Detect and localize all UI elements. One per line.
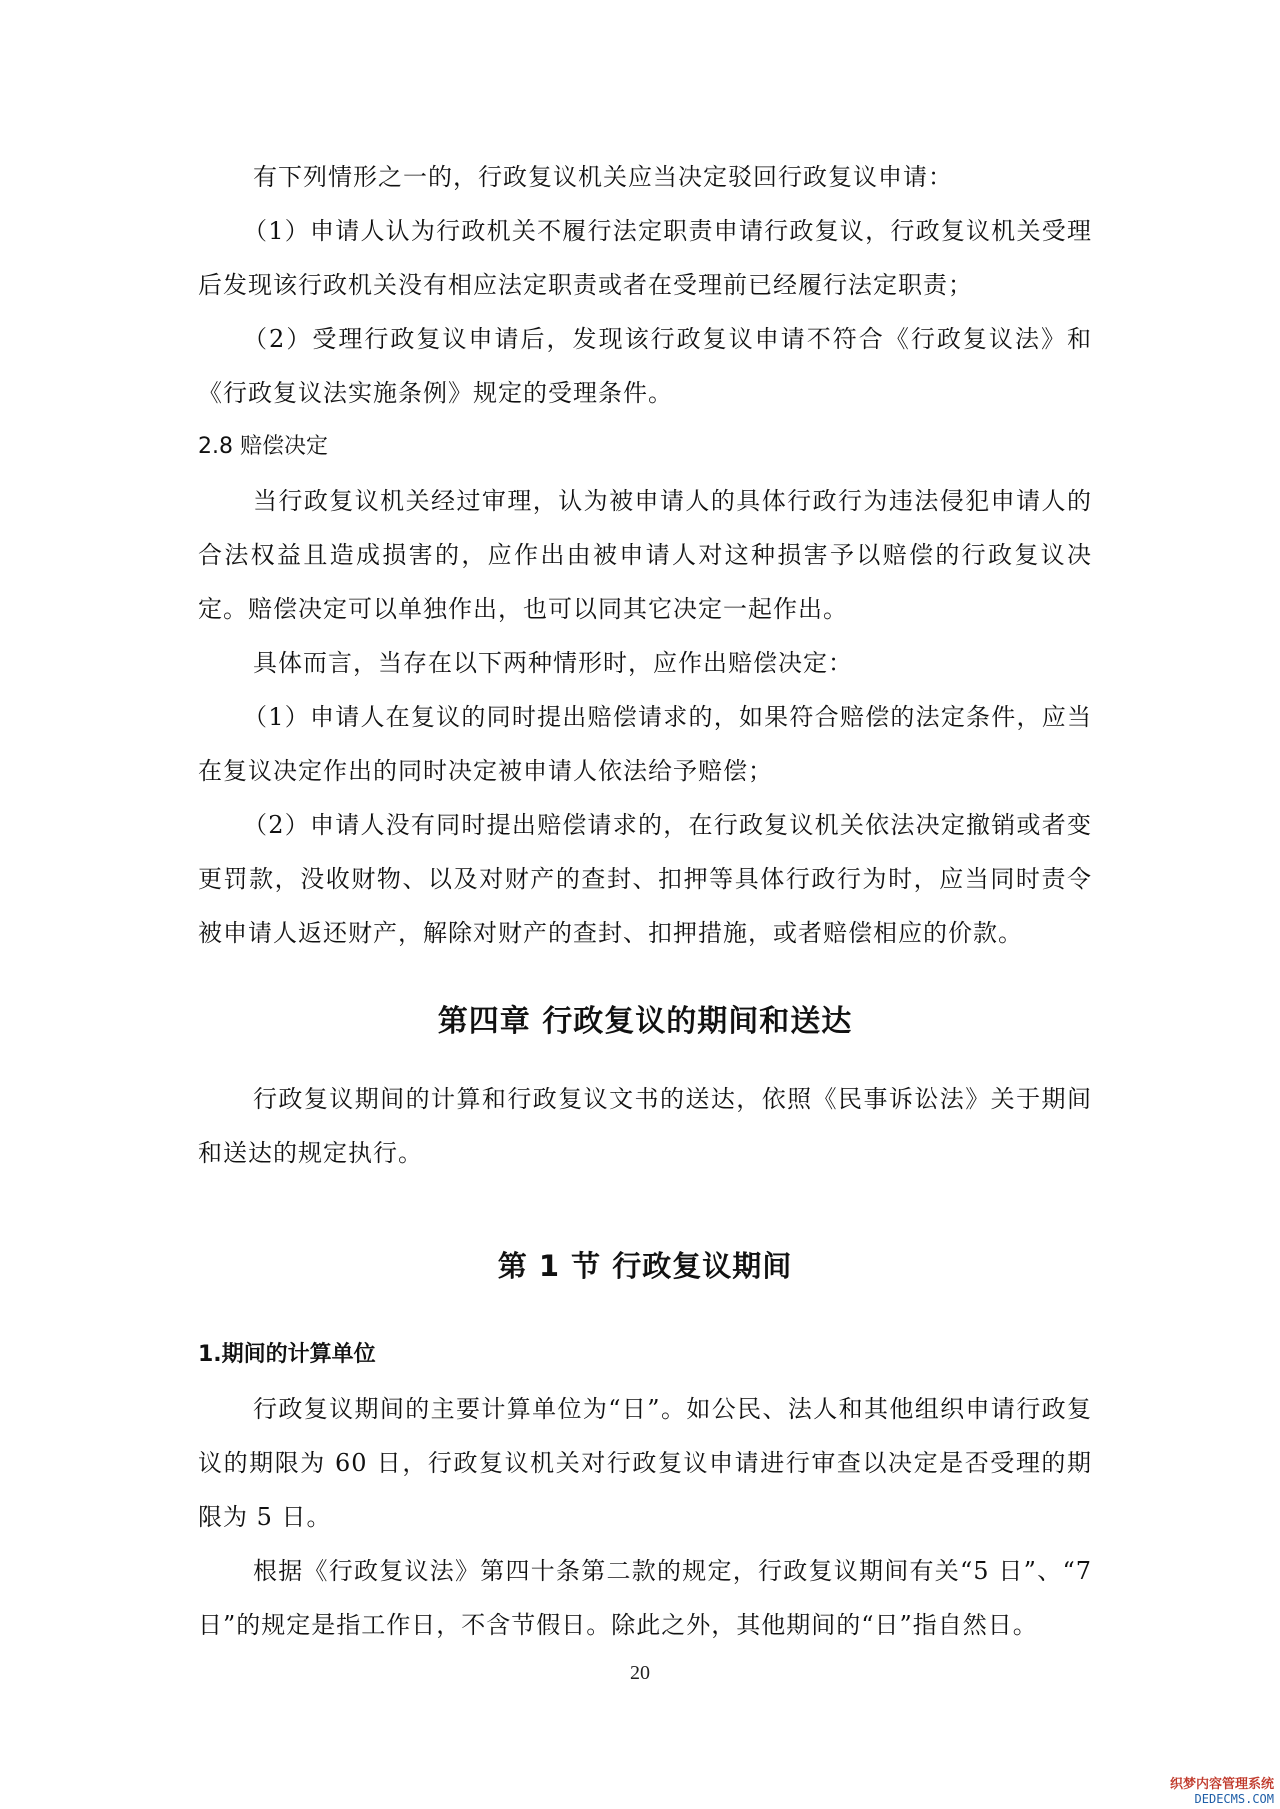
period-paragraph-2: 根据《行政复议法》第四十条第二款的规定，行政复议期间有关“5 日”、“7 日”的规定是指工作日，不含节假日。除此之外，其他期间的“日”指自然日。 bbox=[198, 1557, 1092, 1639]
watermark-logo bbox=[1124, 1778, 1274, 1805]
chapter-title: 第四章 行政复议的期间和送达 bbox=[437, 1004, 853, 1039]
chapter-intro-paragraph: 行政复议期间的计算和行政复议文书的送达，依照《民事诉讼法》关于期间和送达的规定执行。 bbox=[198, 1085, 1092, 1167]
compensation-item-2: （2）申请人没有同时提出赔偿请求的，在行政复议机关依法决定撤销或者变更罚款，没收财物、以及对财产的查封、扣押等具体行政行为时，应当同时责令被申请人返还财产，解除对财产的查封、扣押措施，或者赔偿相应的价款。 bbox=[198, 811, 1092, 947]
rejection-item-2: （2）受理行政复议申请后，发现该行政复议申请不符合《行政复议法》和《行政复议法实施条例》规定的受理条件。 bbox=[198, 325, 1092, 407]
rejection-intro-paragraph: 有下列情形之一的，行政复议机关应当决定驳回行政复议申请： bbox=[253, 163, 953, 191]
compensation-decision-heading: 2.8 赔偿决定 bbox=[198, 434, 328, 459]
compensation-paragraph-2: 具体而言，当存在以下两种情形时，应作出赔偿决定： bbox=[253, 649, 853, 677]
compensation-paragraph-1: 当行政复议机关经过审理，认为被申请人的具体行政行为违法侵犯申请人的合法权益且造成损害的，应作出由被申请人对这种损害予以赔偿的行政复议决定。赔偿决定可以单独作出，也可以同其它决定一起作出。 bbox=[198, 487, 1092, 623]
page-content bbox=[198, 150, 1092, 1652]
period-paragraph-1: 行政复议期间的主要计算单位为“日”。如公民、法人和其他组织申请行政复议的期限为 60 日，行政复议机关对行政复议申请进行审查以决定是否受理的期限为 5 日。 bbox=[198, 1395, 1092, 1531]
period-unit-heading: 1.期间的计算单位 bbox=[198, 1342, 376, 1367]
watermark-line-2: DEDECMS.COM bbox=[1194, 1792, 1274, 1806]
page-number: 20 bbox=[630, 1662, 650, 1684]
compensation-item-1: （1）申请人在复议的同时提出赔偿请求的，如果符合赔偿的法定条件，应当在复议决定作出的同时决定被申请人依法给予赔偿； bbox=[198, 703, 1092, 785]
section-title: 第 1 节 行政复议期间 bbox=[497, 1249, 793, 1283]
rejection-item-1: （1）申请人认为行政机关不履行法定职责申请行政复议，行政复议机关受理后发现该行政机关没有相应法定职责或者在受理前已经履行法定职责； bbox=[198, 217, 1092, 299]
watermark-line-1: 织梦内容管理系统 bbox=[1169, 1777, 1274, 1792]
